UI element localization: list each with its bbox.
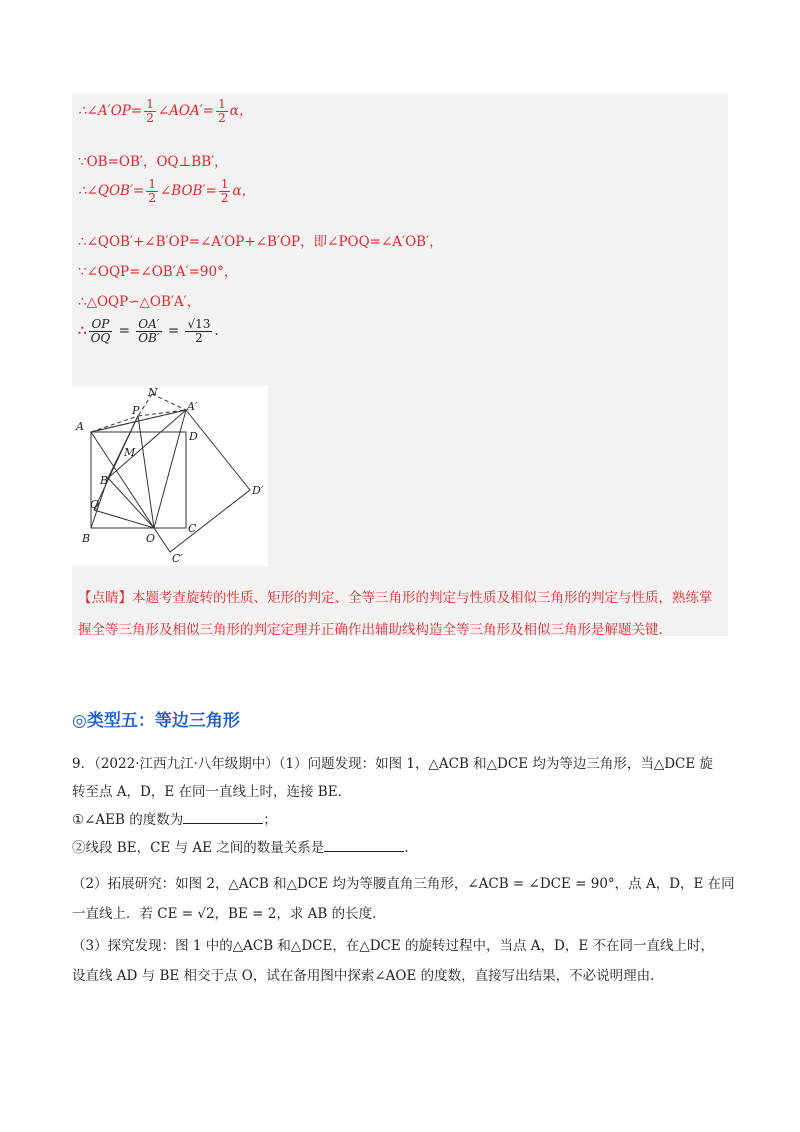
therefore-symbol: ∴	[78, 323, 87, 340]
line7-suffix: .	[214, 323, 219, 340]
solution-line-7: ∴ $\frac{OP}{OQ}$ = $\frac{OA'}{OB'}$ = $\frac{√13}{2}$ .	[78, 317, 219, 346]
frac-den: 2	[148, 191, 156, 206]
segment-ba	[108, 410, 186, 478]
rotated-square	[154, 410, 250, 552]
frac-num: OP	[91, 317, 110, 331]
solution-line-1	[78, 98, 252, 125]
label-c: C	[188, 522, 197, 535]
key-point-comment	[78, 582, 718, 646]
question-2-text: ②线段 BE，CE 与 AE 之间的数量关系是	[72, 840, 325, 856]
problem-line-extension-1: （2）拓展研究：如图 2，△ACB 和△DCE 均为等腰直角三角形，∠ACB = ∠DCE = 90°，点 A，D，E 在同	[72, 876, 735, 892]
problem-line-1: 9．（2022·江西九江·八年级期中）（1）问题发现：如图 1，△ACB 和△DCE 均为等边三角形，当△DCE 旋	[72, 756, 714, 772]
fraction	[136, 318, 161, 345]
label-p: P	[132, 404, 140, 417]
fraction	[216, 98, 228, 125]
question-1-text: ①∠AEB 的度数为	[72, 812, 184, 828]
label-q: Q	[90, 498, 100, 511]
fraction	[219, 178, 231, 205]
geometry-svg	[72, 386, 268, 566]
fraction	[89, 318, 113, 345]
key-point-text: 本题考查旋转的性质、矩形的判定、全等三角形的判定与性质及相似三角形的判定与性质，熟练掌握全等三角形及相似三角形的判定定理并正确作出辅助线构造全等三角形及相似三角形是解题关键.	[78, 590, 713, 638]
solution-line-6: ∴△OQP∽△OB′A′，	[78, 294, 201, 310]
line3-prefix: ∴∠QOB′=	[78, 183, 145, 200]
segment-op	[138, 416, 154, 528]
label-d-prime: D′	[252, 484, 264, 497]
frac-den: 2	[185, 331, 212, 345]
key-point-tag: 【点睛】	[78, 590, 132, 606]
label-n: N	[148, 386, 158, 399]
fraction	[146, 178, 158, 205]
segment-qo	[94, 510, 154, 528]
frac-den: OB′	[138, 331, 160, 346]
frac-num: 1	[148, 177, 156, 191]
frac-den: 2	[146, 111, 154, 126]
problem-line-explore-2: 设直线 AD 与 BE 相交于点 O，试在备用图中探索∠AOE 的度数，直接写出结果，不必说明理由.	[72, 968, 655, 984]
label-c-prime: C′	[172, 552, 183, 565]
frac-num: 1	[218, 97, 226, 111]
label-b: B	[82, 532, 91, 545]
segment-bo	[108, 478, 154, 528]
segment-oa	[154, 410, 186, 528]
problem-line-2: 转至点 A，D，E 在同一直线上时，连接 BE．	[72, 784, 352, 800]
answer-blank-2[interactable]	[324, 837, 404, 852]
line3-mid: ∠BOB′=	[159, 183, 217, 200]
frac-num: 1	[220, 177, 229, 191]
line3-suffix: α，	[232, 183, 256, 200]
frac-num: OA′	[138, 317, 160, 331]
frac-den: 2	[218, 111, 226, 126]
problem-question-1	[72, 808, 277, 828]
frac-num: √13	[187, 317, 211, 331]
label-a-prime: A′	[187, 400, 198, 413]
line1-suffix: α，	[229, 103, 253, 120]
frac-den: 2	[220, 191, 229, 206]
fraction	[144, 98, 156, 125]
problem-question-2	[72, 836, 409, 856]
frac-den: OQ	[90, 331, 111, 346]
label-o: O	[146, 532, 156, 545]
solution-line-4: ∴∠QOB′+∠B′OP=∠A′OP+∠B′OP，即∠POQ=∠A′OB′，	[78, 234, 443, 250]
frac-num: 1	[146, 97, 154, 111]
line1-prefix: ∴∠A′OP=	[78, 103, 143, 120]
question-1-end: ；	[263, 812, 277, 828]
solution-line-2: ∵OB=OB′，OQ⊥BB′，	[78, 154, 228, 170]
line1-mid: ∠AOA′=	[157, 103, 215, 120]
section-title: ◎类型五：等边三角形	[72, 711, 240, 731]
problem-line-explore-1: （3）探究发现：图 1 中的△ACB 和△DCE，在△DCE 的旋转过程中，当点 A，D，E 不在同一直线上时，	[72, 938, 715, 954]
solution-line-5: ∵∠OQP=∠OB′A′=90°，	[78, 264, 238, 280]
answer-blank-1[interactable]	[183, 809, 263, 824]
label-a: A	[76, 420, 84, 433]
question-2-end: .	[404, 840, 409, 856]
label-m: M	[124, 446, 136, 459]
problem-line-extension-2: 一直线上．若 CE = √2，BE = 2，求 AB 的长度.	[72, 906, 377, 922]
fraction	[185, 318, 212, 345]
label-d: D	[189, 430, 198, 443]
geometry-figure	[72, 386, 268, 566]
solution-line-3	[78, 178, 255, 205]
label-b-prime: B′	[100, 474, 111, 487]
